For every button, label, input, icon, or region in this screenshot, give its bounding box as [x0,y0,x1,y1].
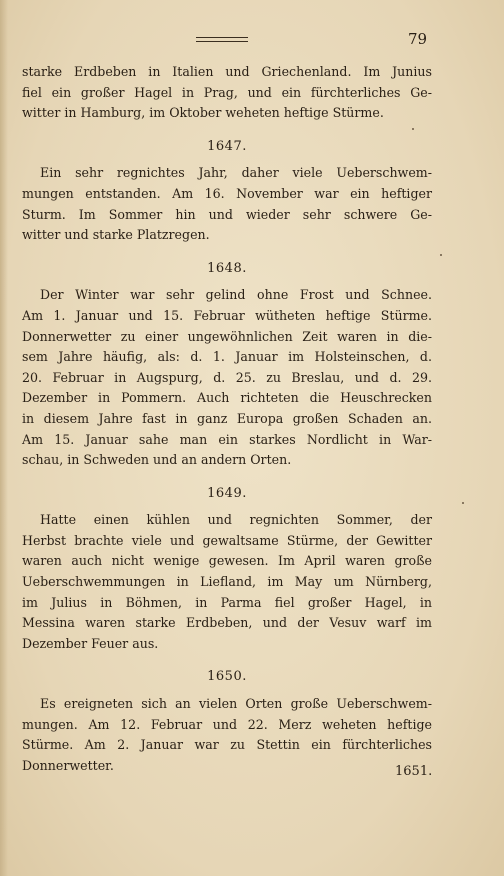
page-gutter-shadow [0,0,8,876]
text-line: Donnerwetter zu einer ungewöhnlichen Zeit waren in die- [22,328,432,344]
year-heading: 1648. [207,260,247,276]
entry-1649 [22,484,432,655]
year-heading: 1649. [207,485,247,501]
page-body [22,62,432,776]
text-line: in diesem Jahre fast in ganz Europa großen Schaden an. [22,410,432,426]
text-line: Ueberschwemmungen in Liefland, im May um Nürnberg, [22,574,432,590]
text-line: Hatte einen kühlen und regnichten Sommer, der [40,512,432,528]
text-line: Messina waren starke Erdbeben, und der Vesuv warf im [22,615,432,631]
text-line: im Julius in Böhmen, in Parma fiel großer Hagel, in [22,594,432,610]
text-line: Ein sehr regnichtes Jahr, daher viele Ueberschwem- [40,165,432,181]
text-line: Donnerwetter. [22,757,114,773]
text-line: Der Winter war sehr gelind ohne Frost und Schnee. [40,287,432,303]
text-line: mungen. Am 12. Februar und 22. Merz weheten heftige [22,716,432,732]
entry-1648 [22,259,432,471]
text-line: witter in Hamburg, im Oktober weheten heftige Stürme. [22,105,384,121]
year-heading: 1650. [207,669,247,685]
text-line: fiel ein großer Hagel in Prag, und ein fürchterliches Ge- [22,84,432,100]
text-line: Sturm. Im Sommer hin und wieder sehr schwere Ge- [22,206,432,222]
text-line: Am 15. Januar sahe man ein starkes Nordlicht in War- [22,431,432,447]
year-heading: 1647. [207,138,247,154]
paper-speck [412,128,414,130]
text-line: 20. Februar in Augspurg, d. 25. zu Breslau, und d. 29. [22,369,432,385]
text-line: witter und starke Platzregen. [22,227,210,243]
intro-paragraph [22,62,432,124]
text-line: schau, in Schweden und an andern Orten. [22,452,292,468]
catchword: 1651. [395,764,433,779]
header-ornament-rule [196,37,248,42]
entry-1647 [22,137,432,246]
text-line: waren auch nicht wenige gewesen. Im April waren große [22,553,432,569]
text-line: Dezember in Pommern. Auch richteten die Heuschrecken [22,390,432,406]
text-line: Am 1. Januar und 15. Februar wütheten heftige Stürme. [22,307,432,323]
text-line: Stürme. Am 2. Januar war zu Stettin ein fürchterliches [22,737,432,753]
text-line: sem Jahre häufig, als: d. 1. Januar im Holsteinschen, d. [22,349,432,365]
entry-1650 [22,667,432,776]
text-line: Dezember Feuer aus. [22,635,159,651]
text-line: Es ereigneten sich an vielen Orten große Ueberschwem- [40,696,432,712]
page-number: 79 [408,30,428,48]
paper-speck [462,502,464,504]
text-line: Herbst brachte viele und gewaltsame Stürme, der Gewitter [22,532,432,548]
paper-speck [440,254,442,256]
text-line: mungen entstanden. Am 16. November war ein heftiger [22,185,432,201]
text-line: starke Erdbeben in Italien und Griechenland. Im Junius [22,64,432,79]
